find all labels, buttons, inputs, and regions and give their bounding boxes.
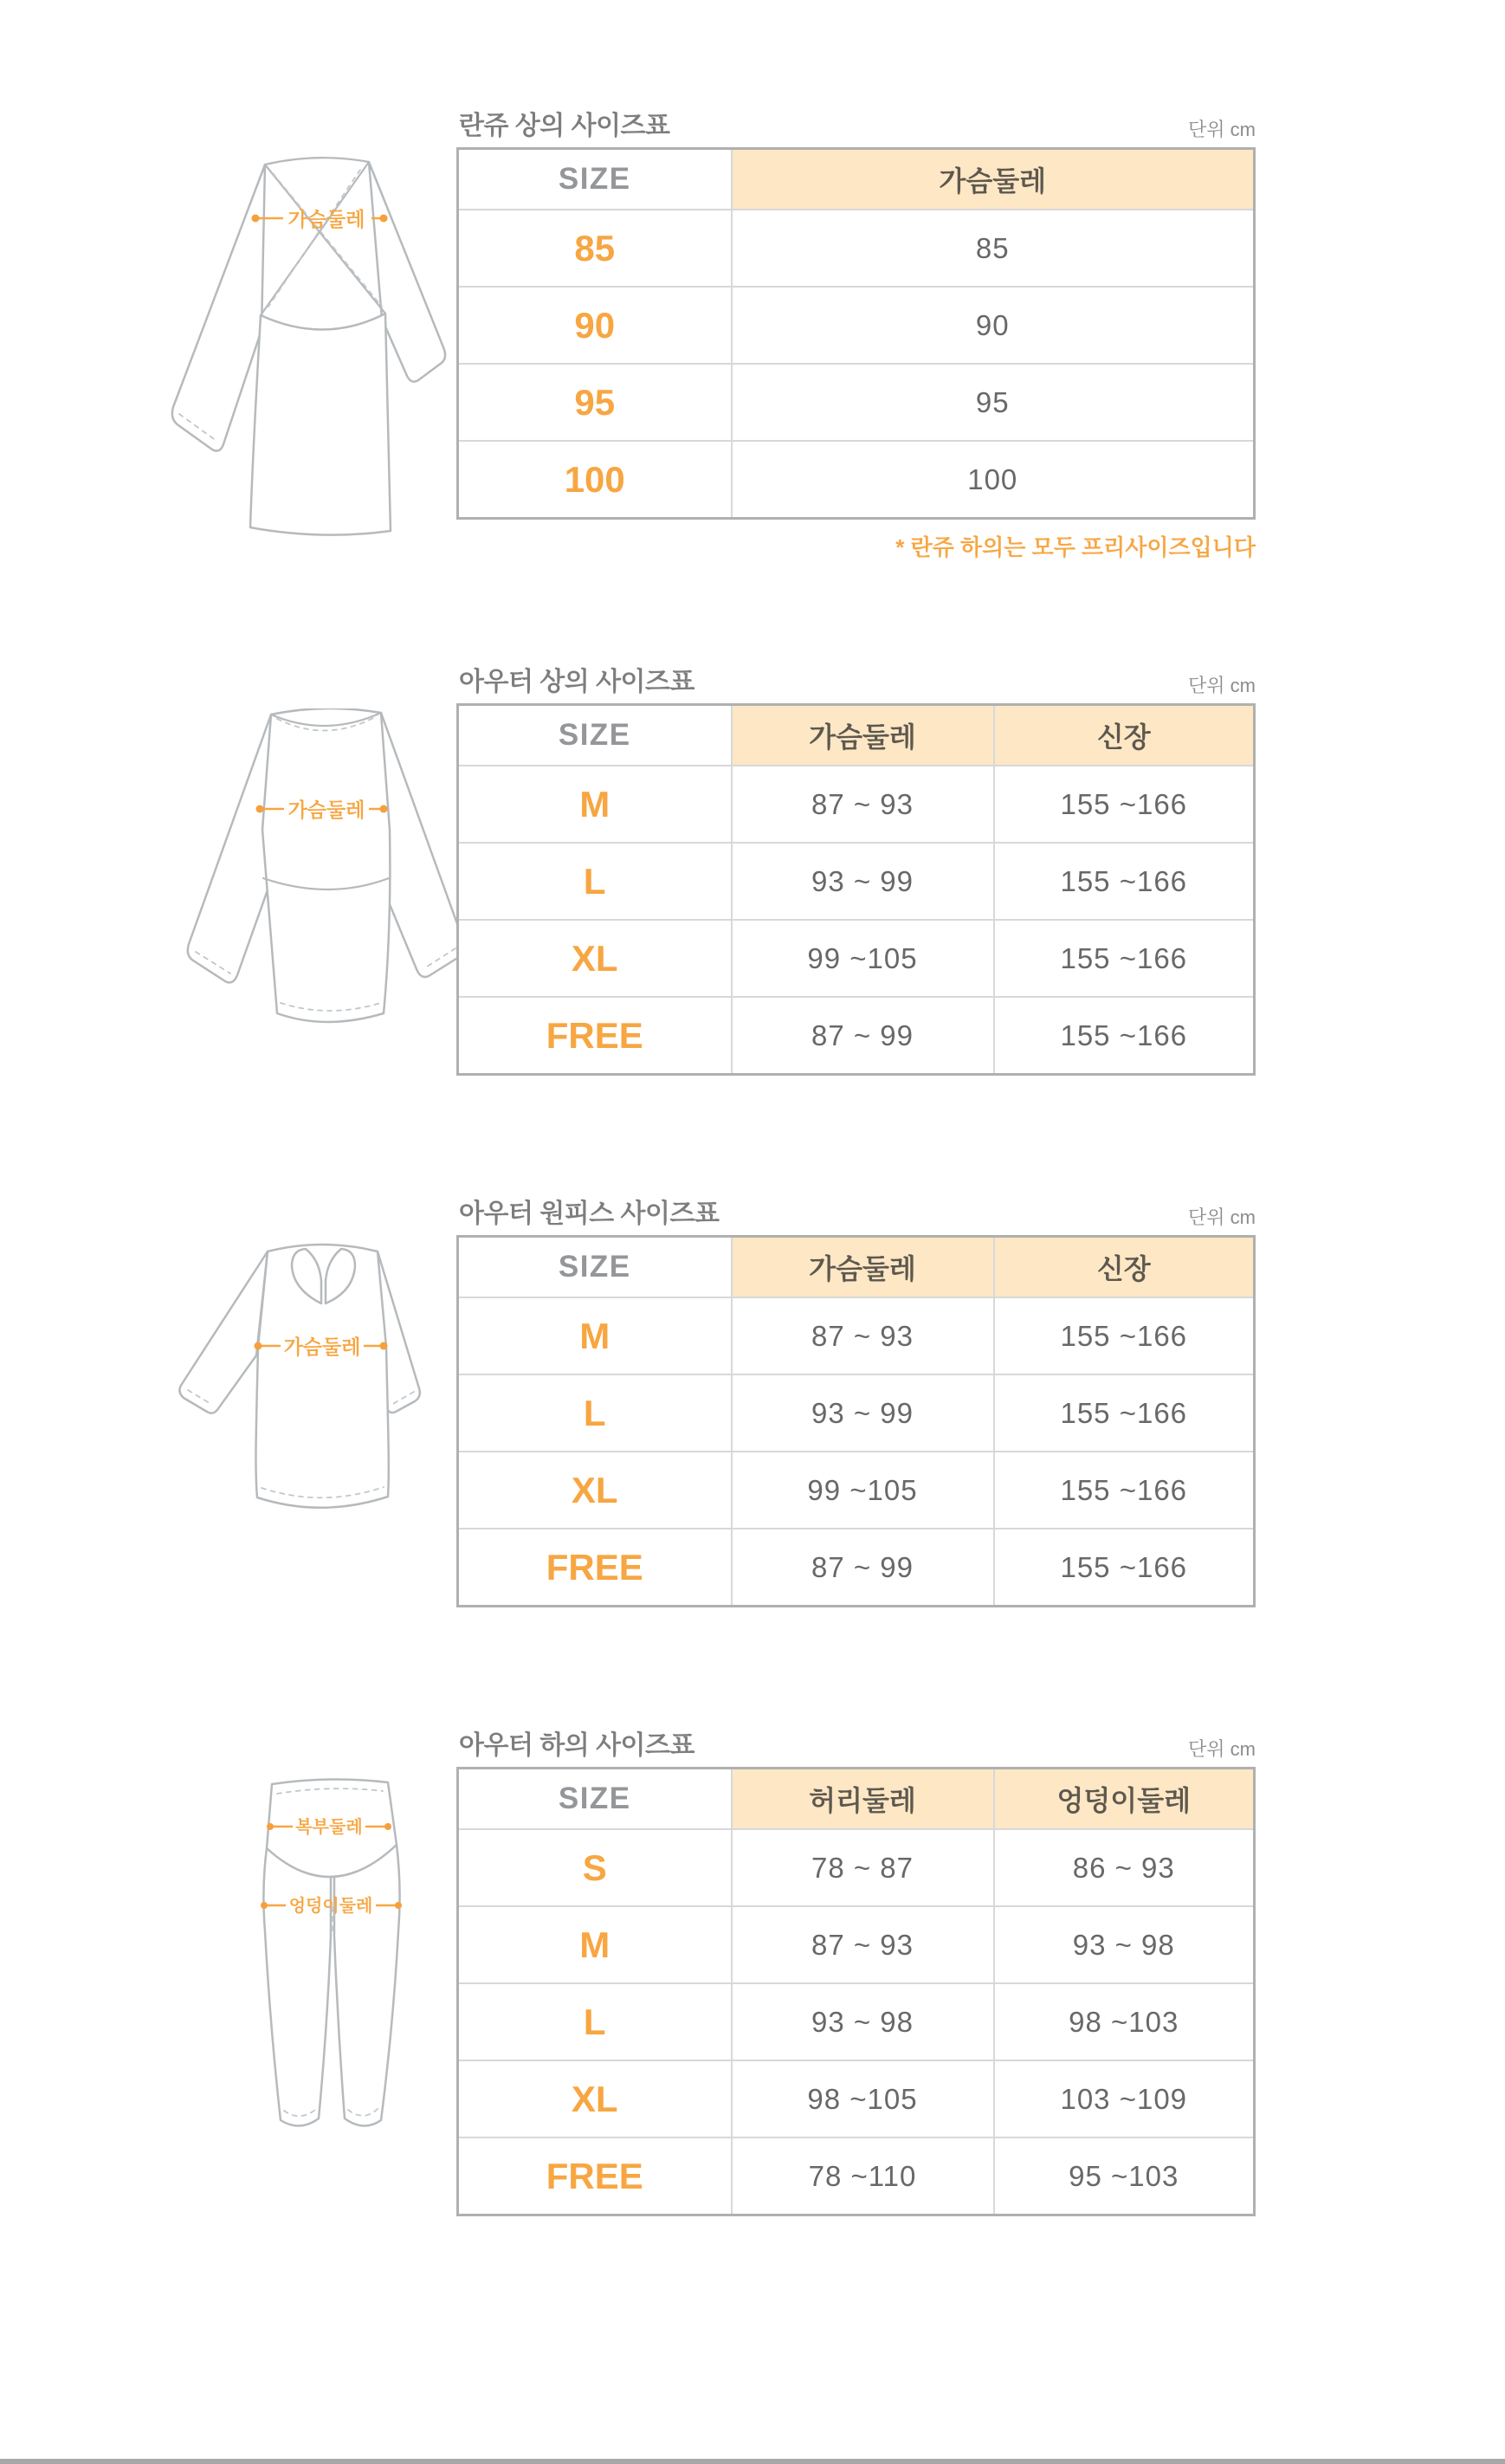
bottom-divider-bar (0, 2459, 1505, 2464)
value-cell: 78 ~110 (732, 2137, 994, 2215)
value-cell: 90 (732, 287, 1255, 364)
outer-dress-size-table (456, 1235, 1256, 1607)
size-cell: 95 (458, 364, 732, 441)
size-cell: L (458, 843, 732, 920)
chest-measure-label: 가슴둘레 (287, 208, 365, 230)
value-cell: 87 ~ 99 (732, 997, 994, 1075)
maternity-pants-illustration (258, 1775, 405, 2135)
value-cell: 87 ~ 93 (732, 766, 994, 843)
tunic-top-illustration (165, 708, 485, 1029)
chest-measure-label: 가슴둘레 (287, 799, 365, 821)
value-cell: 155 ~166 (994, 1529, 1255, 1607)
column-header-chest: 가슴둘레 (732, 149, 1255, 210)
value-cell: 87 ~ 93 (732, 1297, 994, 1374)
outer-top-size-table (456, 703, 1256, 1076)
size-cell: XL (458, 1452, 732, 1529)
column-header-height: 신장 (994, 705, 1255, 766)
collared-dress-illustration (165, 1226, 424, 1524)
size-cell: M (458, 1906, 732, 1983)
column-header-hip: 엉덩이둘레 (994, 1769, 1255, 1830)
value-cell: 99 ~105 (732, 920, 994, 997)
value-cell: 98 ~103 (994, 1983, 1255, 2060)
size-cell: S (458, 1829, 732, 1906)
size-cell: 85 (458, 210, 732, 287)
size-cell: L (458, 1374, 732, 1452)
value-cell: 93 ~ 99 (732, 843, 994, 920)
value-cell: 155 ~166 (994, 1374, 1255, 1452)
column-header-waist: 허리둘레 (732, 1769, 994, 1830)
unit-label: 단위 cm (1188, 675, 1256, 696)
size-cell: M (458, 766, 732, 843)
size-column-header: SIZE (458, 1237, 732, 1298)
value-cell: 155 ~166 (994, 920, 1255, 997)
table-row (458, 1452, 1255, 1529)
value-cell: 87 ~ 93 (732, 1906, 994, 1983)
table-row (458, 441, 1255, 519)
value-cell: 86 ~ 93 (994, 1829, 1255, 1906)
header-row (458, 1769, 1255, 1830)
table-row (458, 1829, 1255, 1906)
size-column-header: SIZE (458, 1769, 732, 1830)
header-row (458, 1237, 1255, 1298)
value-cell: 155 ~166 (994, 1297, 1255, 1374)
value-cell: 155 ~166 (994, 766, 1255, 843)
table-row (458, 920, 1255, 997)
unit-label: 단위 cm (1188, 1738, 1256, 1760)
size-cell: FREE (458, 997, 732, 1075)
value-cell: 155 ~166 (994, 843, 1255, 920)
size-cell: 90 (458, 287, 732, 364)
size-column-header: SIZE (458, 149, 732, 210)
table-row (458, 2137, 1255, 2215)
unit-label: 단위 cm (1188, 119, 1256, 140)
hip-measure-label: 엉덩이둘레 (288, 1897, 373, 1916)
value-cell: 78 ~ 87 (732, 1829, 994, 1906)
value-cell: 100 (732, 441, 1255, 519)
table-row (458, 1529, 1255, 1607)
outer-bottom-size-table (456, 1767, 1256, 2216)
header-row (458, 705, 1255, 766)
table-row (458, 1374, 1255, 1452)
value-cell: 87 ~ 99 (732, 1529, 994, 1607)
free-size-footnote: * 란쥬 하의는 모두 프리사이즈입니다 (895, 534, 1256, 560)
unit-label: 단위 cm (1188, 1206, 1256, 1228)
value-cell: 155 ~166 (994, 1452, 1255, 1529)
value-cell: 103 ~109 (994, 2060, 1255, 2137)
value-cell: 95 (732, 364, 1255, 441)
column-header-height: 신장 (994, 1237, 1255, 1298)
value-cell: 93 ~ 98 (994, 1906, 1255, 1983)
section-title-lanju-top: 란쥬 상의 사이즈표 (459, 112, 670, 140)
header-row (458, 149, 1255, 210)
table-row (458, 210, 1255, 287)
table-row (458, 766, 1255, 843)
lanju-top-size-table (456, 147, 1256, 520)
size-cell: M (458, 1297, 732, 1374)
table-row (458, 364, 1255, 441)
size-cell: FREE (458, 2137, 732, 2215)
table-row (458, 1983, 1255, 2060)
value-cell: 98 ~105 (732, 2060, 994, 2137)
table-row (458, 1297, 1255, 1374)
section-title-outer-dress: 아우터 원피스 사이즈표 (459, 1200, 720, 1228)
size-cell: XL (458, 2060, 732, 2137)
value-cell: 155 ~166 (994, 997, 1255, 1075)
size-cell: 100 (458, 441, 732, 519)
table-row (458, 287, 1255, 364)
chest-measure-label: 가슴둘레 (283, 1335, 361, 1358)
size-cell: XL (458, 920, 732, 997)
value-cell: 93 ~ 99 (732, 1374, 994, 1452)
belly-measure-label: 복부둘레 (295, 1818, 363, 1837)
column-header-chest: 가슴둘레 (732, 1237, 994, 1298)
chest-measure (252, 208, 388, 230)
table-row (458, 1906, 1255, 1983)
garment-drawing (188, 708, 464, 1022)
column-header-chest: 가슴둘레 (732, 705, 994, 766)
section-title-outer-top: 아우터 상의 사이즈표 (459, 668, 694, 696)
value-cell: 99 ~105 (732, 1452, 994, 1529)
garment-drawing (179, 1245, 419, 1508)
wrap-top-illustration (134, 146, 455, 540)
table-row (458, 997, 1255, 1075)
size-column-header: SIZE (458, 705, 732, 766)
value-cell: 95 ~103 (994, 2137, 1255, 2215)
table-row (458, 2060, 1255, 2137)
size-cell: L (458, 1983, 732, 2060)
value-cell: 85 (732, 210, 1255, 287)
table-row (458, 843, 1255, 920)
size-cell: FREE (458, 1529, 732, 1607)
section-title-outer-bottom: 아우터 하의 사이즈표 (459, 1731, 694, 1760)
value-cell: 93 ~ 98 (732, 1983, 994, 2060)
